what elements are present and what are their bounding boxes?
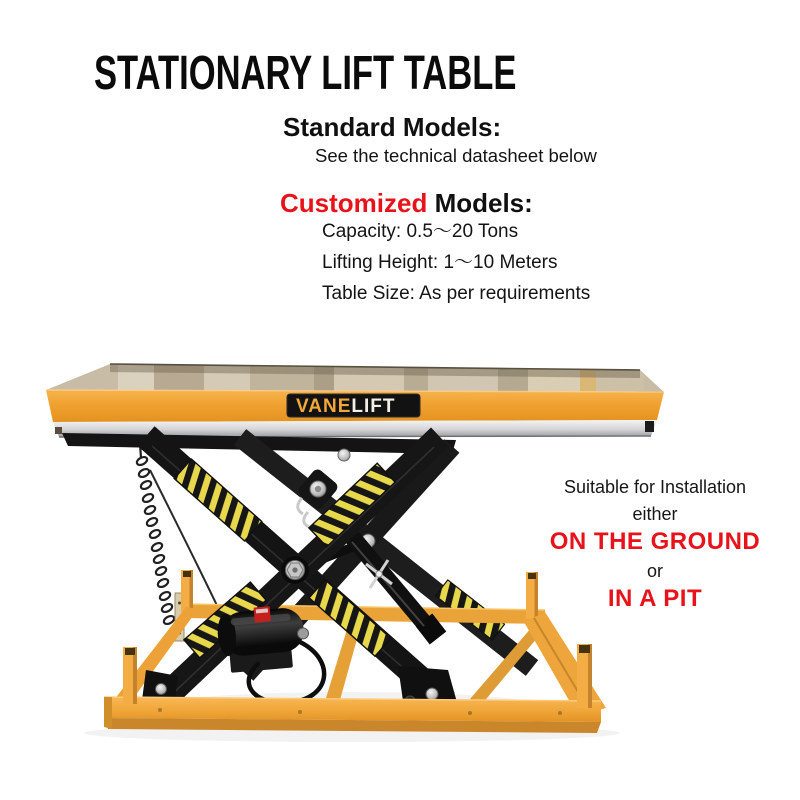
install-line2: either (632, 504, 678, 524)
bar-end-cap (645, 421, 654, 432)
brand-part1: VANE (296, 396, 352, 417)
spec-table-size: Table Size: As per requirements (322, 283, 591, 304)
center-pivot-bolt (281, 556, 309, 584)
install-line4: or (646, 561, 663, 581)
base-post-back-right (526, 572, 538, 619)
bar-left-nub (55, 427, 62, 434)
top-joint-bolt (338, 449, 350, 461)
spec-capacity: Capacity: 0.5～20 Tons (322, 221, 519, 242)
customized-rest: Models: (427, 188, 533, 218)
page-title: STATIONARY LIFT TABLE (94, 47, 517, 100)
install-in-a-pit: IN A PIT (607, 585, 703, 612)
pump-fitting (297, 627, 309, 639)
svg-text:VANELIFT (296, 396, 396, 417)
motor-red-label (254, 606, 271, 622)
brand-part2: LIFT (351, 396, 396, 417)
standard-models-heading: Standard Models: (283, 112, 502, 142)
customized-highlight: Customized (280, 188, 428, 218)
install-on-the-ground: ON THE GROUND (549, 528, 761, 555)
base-post-back-left (181, 570, 193, 612)
spec-lifting-height: Lifting Height: 1～10 Meters (322, 252, 558, 273)
standard-models-subtext: See the technical datasheet below (315, 145, 597, 166)
install-line1: Suitable for Installation (563, 477, 747, 497)
tabletop (46, 360, 664, 454)
hazard-panel-upper-left (174, 459, 262, 541)
base-post-front-right (577, 644, 592, 708)
brand-plate (287, 394, 420, 417)
base-post-front-left (123, 647, 137, 704)
